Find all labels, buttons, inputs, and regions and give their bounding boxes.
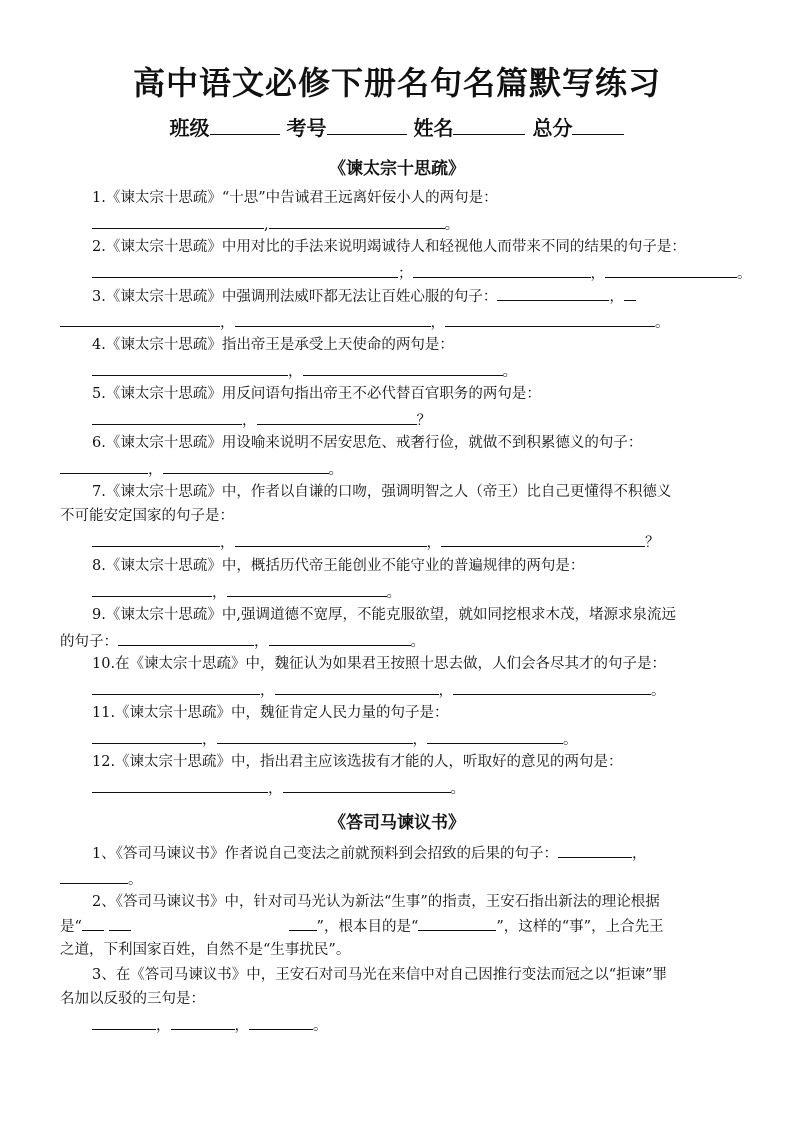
answer-blank[interactable] [605,263,737,278]
answer-line-1-11: ， ， 。 [92,729,578,750]
answer-blank[interactable] [92,263,398,278]
answer-blank[interactable] [92,361,288,376]
question-1-12: 12.《谏太宗十思疏》中，指出君主应该选拔有才能的人，听取好的意见的两句是： [92,754,623,770]
answer-blank[interactable] [171,1015,235,1030]
answer-blank[interactable] [217,729,413,744]
question-1-3: 3.《谏太宗十思疏》中强调刑法威吓都无法让百姓心服的句子： ， [92,286,636,307]
question-2-2-end: 之道，下利国家百姓，自然不是“生事扰民”。 [60,942,351,958]
answer-blank[interactable] [275,680,439,695]
answer-line-2-3: ， ， 。 [92,1015,328,1036]
question-1-7: 7.《谏太宗十思疏》中，作者以自谦的口吻，强调明智之人（帝王）比自己更懂得不积德义 [92,484,672,500]
answer-blank[interactable] [235,312,431,327]
answer-blank[interactable] [92,680,260,695]
answer-blank[interactable] [92,532,220,547]
name-blank[interactable] [453,116,525,135]
question-1-5: 5.《谏太宗十思疏》用反问语句指出帝王不必代替百官职务的两句是： [92,386,541,402]
answer-blank[interactable] [235,532,427,547]
question-1-9-cont: 的句子： ， 。 [60,631,425,652]
question-2-3: 3、在《答司马谏议书》中，王安石对司马光在来信中对自己因推行变法而冠之以“拒谏”罪 [92,967,668,983]
answer-line-1-1: , 。 [92,214,459,235]
question-2-2-cont: 是“ ”，根本目的是“ ”，这样的“事”，上合先王 [60,916,664,937]
name-label: 姓名 [413,116,454,140]
answer-line-1-3: ， ， 。 [60,312,670,333]
exam-no-label: 考号 [286,116,327,140]
answer-line-1-7: ， ， ？ [92,532,660,553]
exam-no-blank[interactable] [327,116,407,135]
question-1-4: 4.《谏太宗十思疏》指出帝王是承受上天使命的两句是： [92,337,454,353]
question-1-11: 11.《谏太宗十思疏》中，魏征肯定人民力量的句子是： [92,705,449,721]
question-1-2: 2.《谏太宗十思疏》中用对比的手法来说明竭诚待人和轻视他人而带来不同的结果的句子是： [92,239,686,255]
answer-line-1-12: ， 。 [92,778,465,799]
question-2-2: 2、《答司马谏议书》中，针对司马光认为新法“生事”的指责，王安石指出新法的理论根据 [92,894,660,910]
answer-blank[interactable] [92,214,264,229]
answer-blank[interactable] [92,410,242,425]
answer-blank[interactable] [289,916,317,931]
answer-line-1-2: ； ， 。 [92,263,752,284]
answer-blank[interactable] [92,778,268,793]
answer-blank[interactable] [558,843,632,858]
answer-blank[interactable] [624,286,636,301]
answer-blank[interactable] [60,459,148,474]
answer-blank[interactable] [82,916,104,931]
answer-blank[interactable] [227,582,387,597]
answer-blank[interactable] [303,361,503,376]
class-blank[interactable] [210,116,280,135]
student-info-row [0,112,794,141]
score-label: 总分 [532,116,573,140]
answer-blank[interactable] [269,631,411,646]
answer-line-1-4: ， 。 [92,361,517,382]
answer-blank[interactable] [269,214,445,229]
question-1-6: 6.《谏太宗十思疏》用设喻来说明不居安思危、戒奢行俭，就做不到积累德义的句子： [92,435,643,451]
score-blank[interactable] [572,116,624,135]
question-1-8: 8.《谏太宗十思疏》中，概括历代帝王能创业不能守业的普遍规律的两句是： [92,558,585,574]
page-title: 高中语文必修下册名句名篇默写练习 [132,64,661,102]
answer-blank[interactable] [60,312,220,327]
section-title-jian-taizong: 《谏太宗十思疏》 [329,159,465,179]
question-1-1: 1.《谏太宗十思疏》“十思”中告诫君王远离奸佞小人的两句是： [92,190,498,206]
answer-blank[interactable] [453,680,651,695]
answer-blank[interactable] [418,916,496,931]
answer-blank[interactable] [118,631,254,646]
answer-blank[interactable] [497,286,609,301]
answer-blank[interactable] [60,869,128,884]
answer-blank[interactable] [249,1015,313,1030]
question-2-3-cont: 名加以反驳的三句是： [60,991,205,1007]
answer-blank[interactable] [441,532,645,547]
answer-line-2-1: 。 [60,869,143,890]
answer-blank[interactable] [92,582,212,597]
answer-blank[interactable] [283,778,451,793]
answer-blank[interactable] [92,1015,156,1030]
question-1-9: 9.《谏太宗十思疏》中,强调道德不宽厚，不能克服欲望，就如同挖根求木茂，堵源求泉流远 [92,607,676,623]
section-title-da-sima: 《答司马谏议书》 [329,813,465,833]
answer-blank[interactable] [445,312,655,327]
question-1-10: 10.在《谏太宗十思疏》中，魏征认为如果君王按照十思去做，人们会各尽其才的句子是： [92,656,667,672]
answer-blank[interactable] [163,459,329,474]
answer-blank[interactable] [257,410,417,425]
question-1-7-cont: 不可能安定国家的句子是： [60,508,234,524]
answer-blank[interactable] [413,263,591,278]
answer-blank[interactable] [92,729,202,744]
class-label: 班级 [169,116,210,140]
answer-line-1-5: ， ？ [92,410,431,431]
answer-line-1-10: ， ， 。 [92,680,666,701]
answer-blank[interactable] [109,916,131,931]
answer-blank[interactable] [427,729,563,744]
answer-line-1-6: ， 。 [60,459,343,480]
question-2-1: 1、《答司马谏议书》作者说自己变法之前就预料到会招致的后果的句子： ， [92,843,646,864]
answer-line-1-8: ， 。 [92,582,401,603]
